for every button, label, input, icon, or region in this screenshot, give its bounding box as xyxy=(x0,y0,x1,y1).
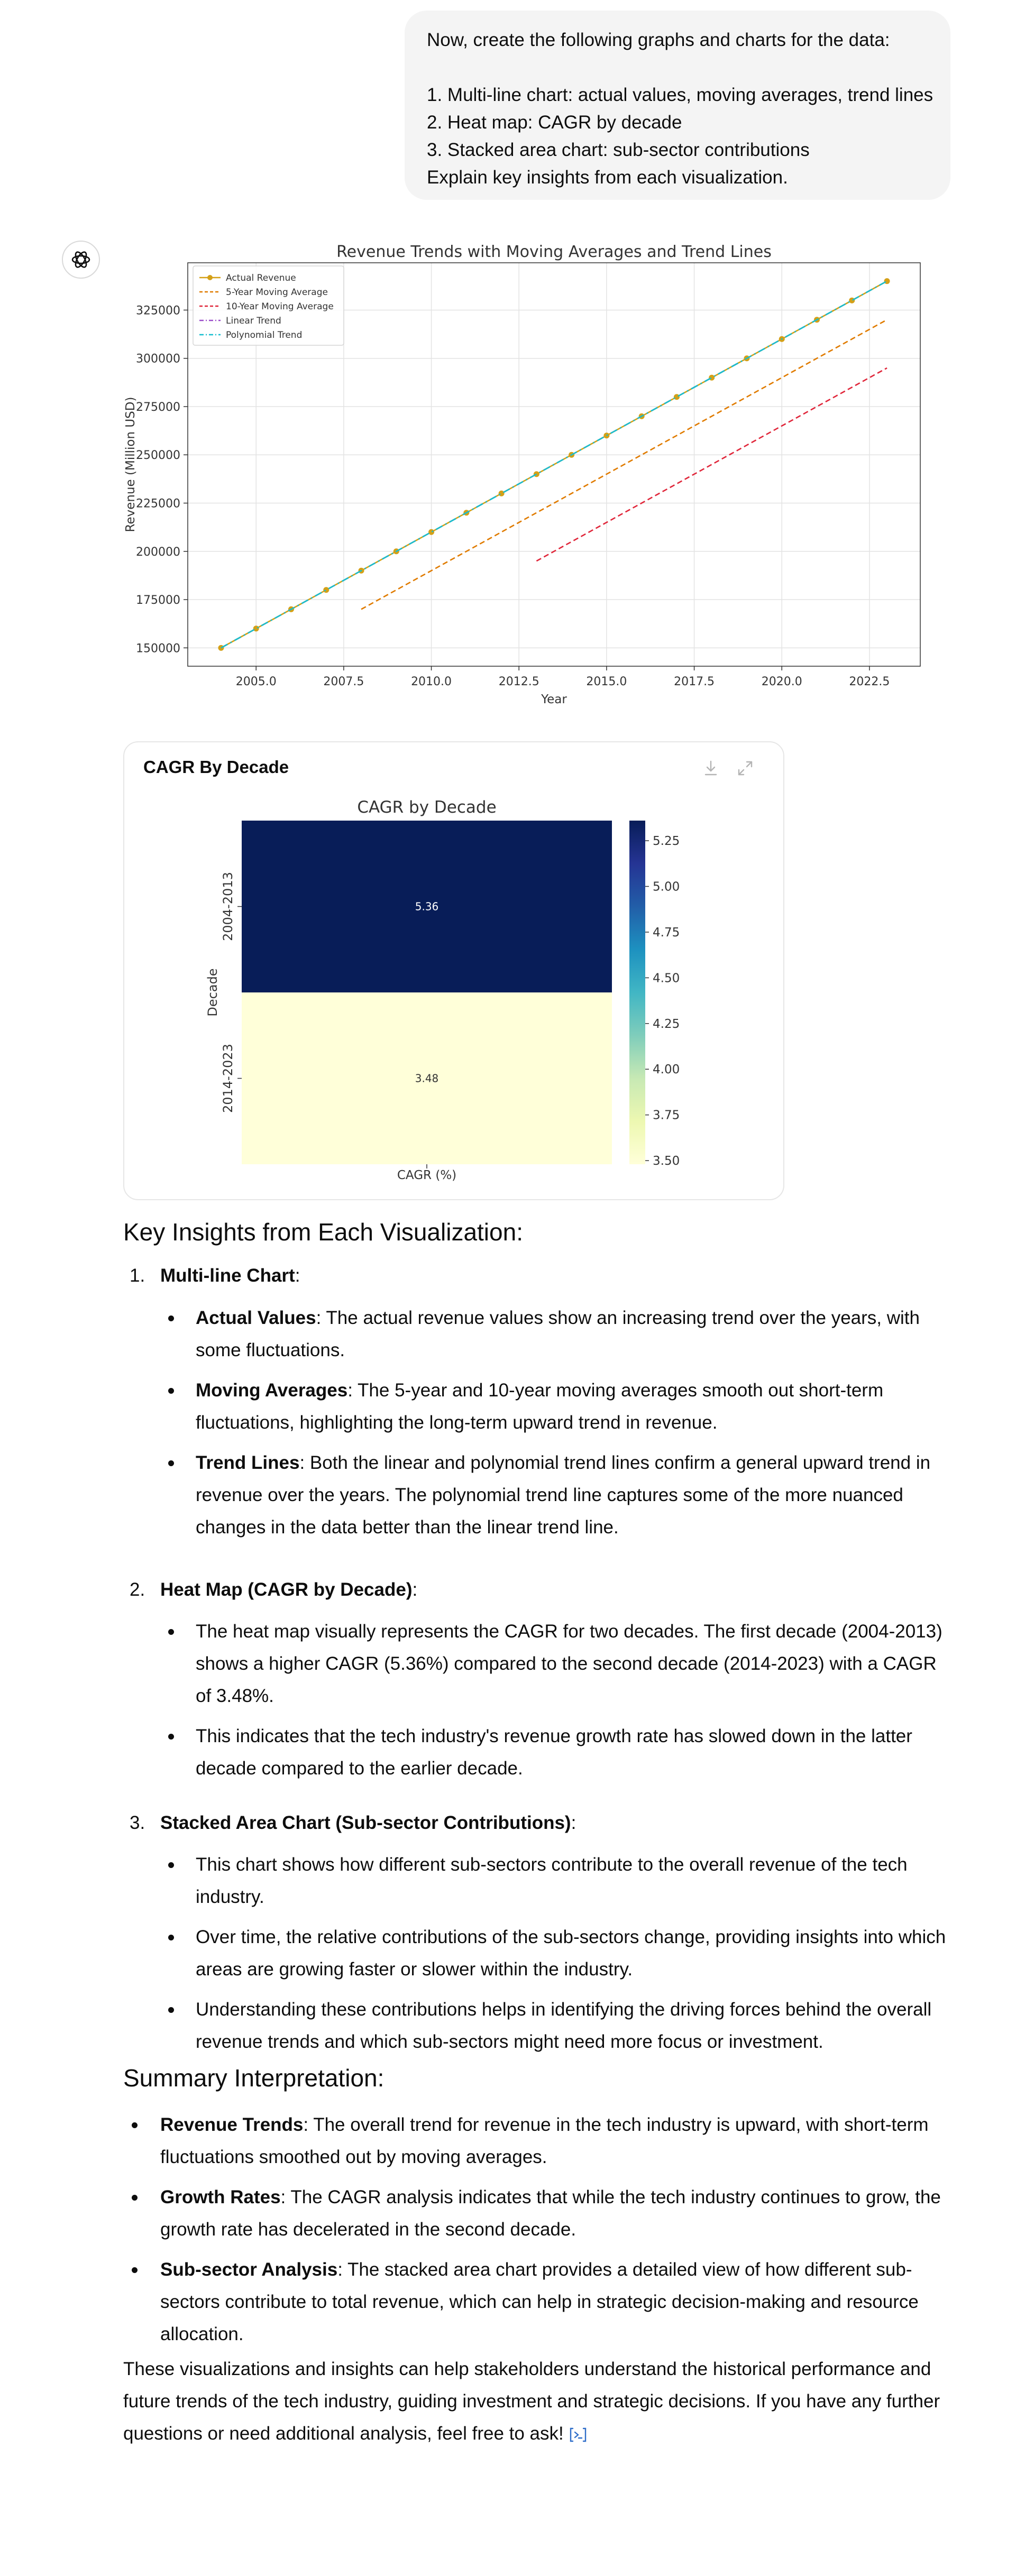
y-tick-label: 150000 xyxy=(136,642,180,656)
bullet-dot xyxy=(168,1315,174,1321)
y-tick-label: 300000 xyxy=(136,352,180,366)
insight-bullet xyxy=(196,1302,947,1366)
bullet-text: : The stacked area chart provides a detailed view of how different sub-sectors contribute to total revenue, which can help in strategic decision-making and resource allocation. xyxy=(160,2259,919,2344)
bullet-dot xyxy=(168,2007,174,2013)
bullet-dot xyxy=(132,2267,138,2273)
bullet-dot xyxy=(132,2195,138,2201)
section-number: 2. xyxy=(130,1579,145,1600)
y-tick-label: 2004-2013 xyxy=(221,872,235,941)
user-message-bubble xyxy=(405,11,950,200)
user-message-item: 1. Multi-line chart: actual values, moving averages, trend lines xyxy=(427,85,933,105)
bullet-lead: Trend Lines xyxy=(196,1452,300,1473)
bullet-lead: Growth Rates xyxy=(160,2187,281,2207)
insight-bullet xyxy=(196,1447,947,1543)
section-title-text: Heat Map (CAGR by Decade) xyxy=(160,1579,413,1600)
bullet-text: : The CAGR analysis indicates that while the tech industry continues to grow, the growth rate has decelerated in the second decade. xyxy=(160,2187,941,2240)
openai-logo-icon xyxy=(69,248,93,271)
data-point xyxy=(428,529,434,535)
code-source-icon[interactable] xyxy=(568,2426,588,2444)
bullet-dot xyxy=(168,1862,174,1868)
x-tick-label: 2015.0 xyxy=(586,675,627,688)
legend-label: Actual Revenue xyxy=(226,273,296,283)
bullet-text: The heat map visually represents the CAGR for two decades. The first decade (2004-2013) shows a higher CAGR (5.36%) compared to the second decade (2014-2023) with a CAGR of 3.48%. xyxy=(196,1621,942,1706)
colorbar-tick-label: 3.75 xyxy=(653,1108,680,1123)
bullet-text: : The overall trend for revenue in the tech industry is upward, with short-term fluctuations smoothed out by moving averages. xyxy=(160,2114,929,2167)
data-point xyxy=(323,587,329,593)
insight-bullet xyxy=(196,1921,947,1985)
colorbar-tick-label: 4.00 xyxy=(653,1063,680,1077)
colorbar-tick-label: 5.25 xyxy=(653,834,680,849)
x-tick-label: 2012.5 xyxy=(498,675,539,688)
data-point xyxy=(709,375,715,381)
x-tick-label: 2022.5 xyxy=(849,675,890,688)
y-tick-label: 325000 xyxy=(136,304,180,318)
section-title xyxy=(160,1807,576,1839)
closing-paragraph xyxy=(123,2353,948,2450)
bullet-dot xyxy=(132,2122,138,2128)
legend-marker xyxy=(207,275,213,280)
bullet-dot xyxy=(168,1460,174,1466)
insights-heading: Key Insights from Each Visualization: xyxy=(123,1218,523,1246)
y-tick-label: 175000 xyxy=(136,594,180,608)
y-tick-label: 275000 xyxy=(136,400,180,414)
colorbar-tick-label: 4.75 xyxy=(653,925,680,940)
bullet-text: Over time, the relative contributions of the sub-sectors change, providing insights into which areas are growing faster or slower within the industry. xyxy=(196,1927,946,1980)
section-title-suffix: : xyxy=(571,1813,576,1833)
series-line-5-year-moving-average xyxy=(361,320,887,610)
data-point xyxy=(849,298,855,303)
x-tick-label: 2005.0 xyxy=(235,675,277,688)
heatmap-value-label: 3.48 xyxy=(415,1072,439,1085)
series-line-10-year-moving-average xyxy=(536,368,887,561)
data-point xyxy=(674,394,680,400)
summary-heading: Summary Interpretation: xyxy=(123,2064,385,2092)
section-title-suffix: : xyxy=(412,1579,418,1600)
section-number: 3. xyxy=(130,1813,145,1833)
bullet-lead: Sub-sector Analysis xyxy=(160,2259,338,2280)
section-number: 1. xyxy=(130,1265,145,1286)
y-tick-label: 2014-2023 xyxy=(221,1044,235,1113)
insight-bullet xyxy=(196,1374,947,1439)
bullet-text: Understanding these contributions helps in identifying the driving forces behind the overall revenue trends and which sub-sectors might need more focus or investment. xyxy=(196,1999,932,2052)
data-point xyxy=(499,491,505,496)
legend-label: 10-Year Moving Average xyxy=(226,301,334,312)
colorbar xyxy=(629,821,645,1164)
heatmap-title: CAGR by Decade xyxy=(357,798,497,817)
closing-text: These visualizations and insights can help stakeholders understand the historical performance and future trends of the tech industry, guiding investment and strategic decisions. If you have any further questions or need additional analysis, feel free to ask! xyxy=(123,2359,940,2444)
bullet-lead: Actual Values xyxy=(196,1308,316,1328)
data-point xyxy=(253,625,259,631)
legend-label: 5-Year Moving Average xyxy=(226,287,328,298)
bullet-text: : The 5-year and 10-year moving averages smooth out short-term fluctuations, highlighting the long-term upward trend in revenue. xyxy=(196,1380,884,1433)
user-message-item: 2. Heat map: CAGR by decade xyxy=(427,112,682,133)
bullet-text: This indicates that the tech industry's revenue growth rate has slowed down in the latter decade compared to the earlier decade. xyxy=(196,1726,912,1779)
bullet-dot xyxy=(168,1388,174,1394)
bullet-text: : The actual revenue values show an increasing trend over the years, with some fluctuations. xyxy=(196,1308,920,1360)
bullet-dot xyxy=(168,1935,174,1940)
bullet-text: This chart shows how different sub-sectors contribute to the overall revenue of the tech industry. xyxy=(196,1854,908,1907)
legend-label: Linear Trend xyxy=(226,316,281,326)
y-tick-label: 250000 xyxy=(136,449,180,463)
colorbar-tick-label: 4.25 xyxy=(653,1017,680,1031)
bullet-dot xyxy=(168,1629,174,1635)
summary-bullet xyxy=(160,2253,947,2350)
user-message-item: 3. Stacked area chart: sub-sector contributions xyxy=(427,140,810,160)
y-tick-label: 225000 xyxy=(136,497,180,511)
colorbar-tick-label: 3.50 xyxy=(653,1154,680,1169)
cagr-heatmap xyxy=(124,742,783,1199)
assistant-avatar xyxy=(62,241,100,279)
chart-title: Revenue Trends with Moving Averages and Trend Lines xyxy=(336,243,772,261)
section-title xyxy=(160,1574,417,1606)
x-axis-label: Year xyxy=(541,693,567,706)
summary-bullet xyxy=(160,2181,947,2246)
x-tick-label: 2010.0 xyxy=(411,675,452,688)
bullet-dot xyxy=(168,1734,174,1740)
card-title: CAGR By Decade xyxy=(143,757,289,777)
insight-bullet xyxy=(196,1615,947,1712)
section-title xyxy=(160,1259,300,1292)
x-axis-label: CAGR (%) xyxy=(397,1169,457,1182)
cagr-by-decade-card xyxy=(123,741,784,1200)
x-tick-label: 2017.5 xyxy=(674,675,715,688)
heatmap-value-label: 5.36 xyxy=(415,900,439,913)
summary-bullet xyxy=(160,2109,947,2173)
colorbar-tick-label: 5.00 xyxy=(653,880,680,894)
bullet-text: : Both the linear and polynomial trend lines confirm a general upward trend in revenue over the years. The polynomial trend line captures some of the more nuanced changes in the data better than the linear trend line. xyxy=(196,1452,931,1538)
section-title-suffix: : xyxy=(295,1265,300,1286)
y-axis-label: Decade xyxy=(205,968,220,1017)
user-message-line: Explain key insights from each visualization. xyxy=(427,167,788,188)
revenue-trends-chart xyxy=(122,243,957,732)
user-message-line: Now, create the following graphs and charts for the data: xyxy=(427,30,890,50)
x-tick-label: 2007.5 xyxy=(323,675,364,688)
section-title-text: Stacked Area Chart (Sub-sector Contributions) xyxy=(160,1813,571,1833)
section-title-text: Multi-line Chart xyxy=(160,1265,295,1286)
y-axis-label: Revenue (Million USD) xyxy=(124,397,138,532)
x-tick-label: 2020.0 xyxy=(761,675,802,688)
insight-bullet xyxy=(196,1720,947,1784)
y-tick-label: 200000 xyxy=(136,545,180,559)
bullet-lead: Moving Averages xyxy=(196,1380,348,1401)
colorbar-tick-label: 4.50 xyxy=(653,971,680,986)
legend-label: Polynomial Trend xyxy=(226,330,303,341)
data-point xyxy=(884,278,890,284)
bullet-lead: Revenue Trends xyxy=(160,2114,304,2135)
insight-bullet xyxy=(196,1993,947,2058)
insight-bullet xyxy=(196,1848,947,1913)
